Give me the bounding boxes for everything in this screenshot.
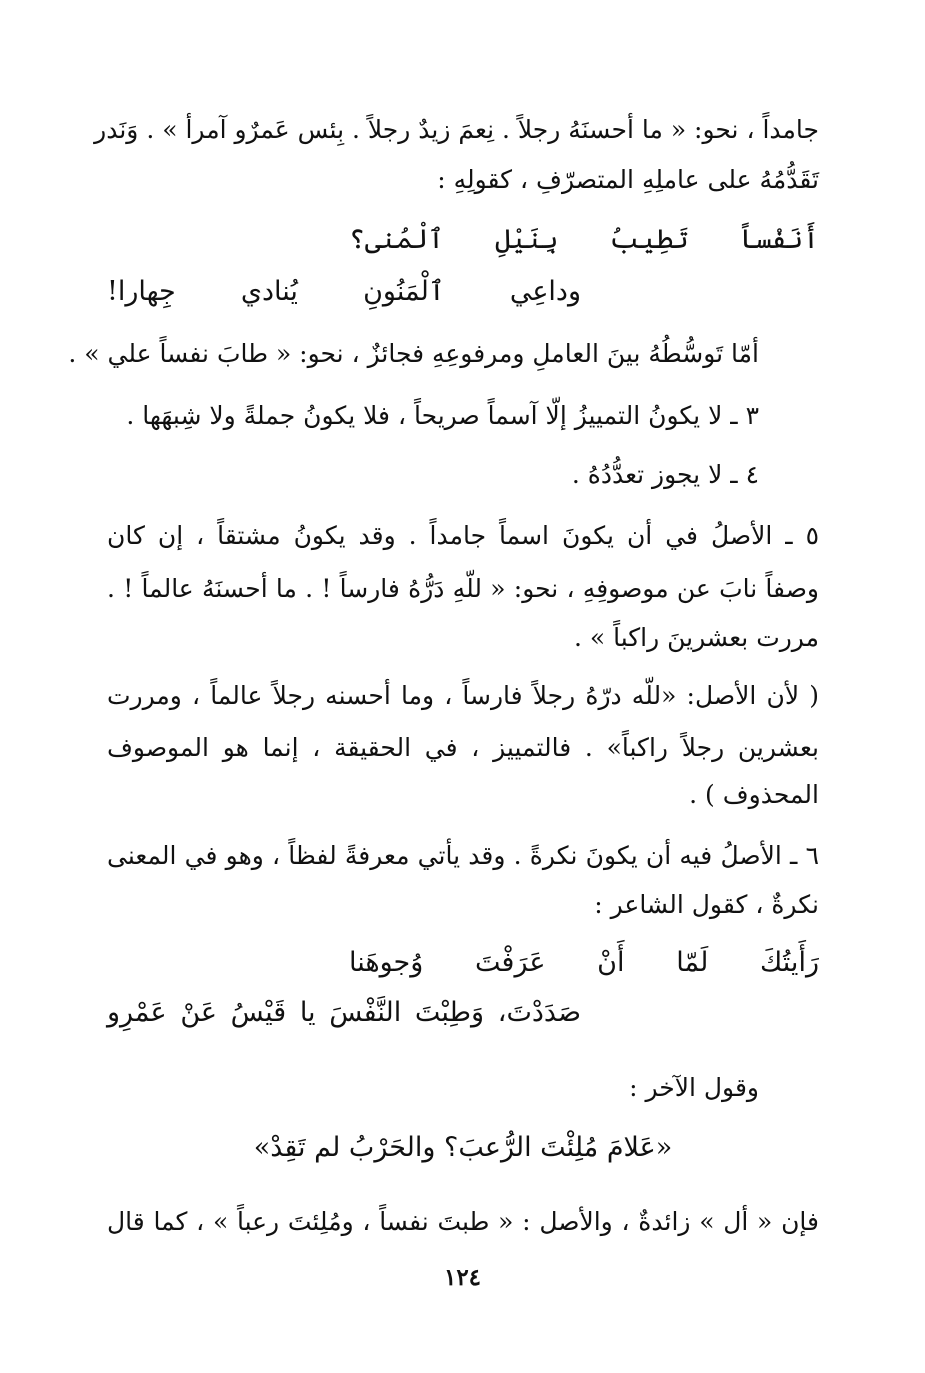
numbered-item-3: ٣ ـ لا يكونُ التمييزُ إلّا آسماً صريحاً ، فلا يكونُ جملةً ولا شِبهَها . bbox=[126, 401, 759, 430]
text-line-18: وقول الآخر : bbox=[629, 1073, 759, 1102]
numbered-item-5: ٥ ـ الأصلُ في أن يكونَ اسماً جامداً . وقد يكونُ مشتقاً ، إن كان bbox=[107, 521, 819, 550]
text-line-11: ( لأن الأصل: «للّه درّهُ رجلاً فارساً ، وما أحسنه رجلاً عالماً ، ومررت bbox=[107, 681, 819, 710]
numbered-item-4: ٤ ـ لا يجوز تعدُّدُهُ . bbox=[571, 460, 759, 489]
verse-2-first-hemistich: رَأَيتُكَ لَمّا أَنْ عَرَفْتَ وُجوهَنا bbox=[349, 947, 819, 978]
page-number: ١٢٤ bbox=[443, 1264, 482, 1291]
text-line-10: مررت بعشرينَ راكباً » . bbox=[573, 623, 819, 652]
text-line-15: نكرةٌ ، كقول الشاعر : bbox=[594, 890, 819, 919]
text-line-20: فإن « أل » زائدةٌ ، والأصل : « طبتَ نفساً ، ومُلِئتَ رعباً » ، كما قال bbox=[107, 1207, 819, 1236]
quoted-verse: «عَلامَ مُلِئْتَ الرُّعبَ؟ والحَرْبُ لم تَقِدْ» bbox=[253, 1132, 673, 1163]
text-line-12: بعشرين رجلاً راكباً» . فالتمييز ، في الحقيقة ، إنما هو الموصوف bbox=[107, 733, 819, 762]
text-line-2: تَقَدُّمُهُ على عاملِهِ المتصرّفِ ، كقولِهِ : bbox=[437, 165, 819, 194]
text-line-5: أمّا تَوسُّطُهُ بينَ العاملِ ومرفوعِهِ فجائزٌ ، نحو: « طابَ نفساً علي » . bbox=[68, 339, 759, 368]
verse-1-first-hemistich: أَنَفْساً تَطِيبُ بِنَيْلِ ٱلْمُنى؟ bbox=[349, 224, 819, 255]
verse-2-second-hemistich: صَدَدْتَ، وَطِبْتَ النَّفْسَ يا قَيْسُ عَنْ عَمْرِو bbox=[107, 997, 581, 1028]
verse-1-second-hemistich: وداعِي ٱلْمَنُونِ يُنادي جِهارا! bbox=[107, 276, 581, 307]
text-line-1: جامداً ، نحو: « ما أحسنَهُ رجلاً . نِعمَ زيدٌ رجلاً . بِئس عَمرٌو آمرأ » . وَنَدر bbox=[94, 115, 819, 144]
numbered-item-6: ٦ ـ الأصلُ فيه أن يكونَ نكرةً . وقد يأتي معرفةً لفظاً ، وهو في المعنى bbox=[107, 841, 819, 870]
text-line-9: وصفاً نابَ عن موصوفِهِ ، نحو: « للّهِ دَرُّهُ فارساً ! . ما أحسنَهُ عالماً ! . bbox=[107, 574, 819, 603]
text-line-13: المحذوف ) . bbox=[689, 780, 819, 809]
